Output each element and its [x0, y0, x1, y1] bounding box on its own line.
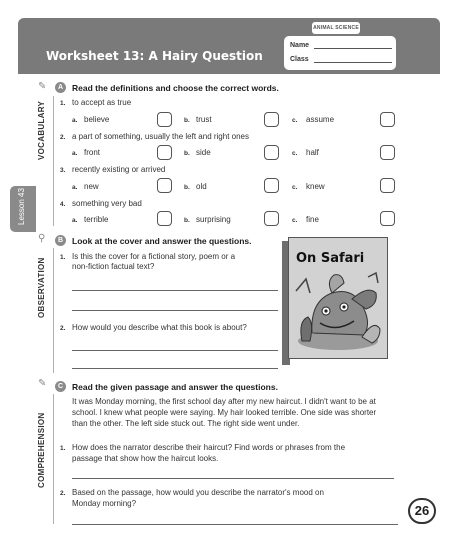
obs-q2-number: 2. [60, 325, 66, 332]
q1-number: 1. [60, 100, 66, 107]
q3-option-a: new [84, 182, 99, 191]
comp-q1-line2: passage that show how the haircut looks. [72, 454, 219, 463]
q3-option-a-checkbox[interactable] [157, 178, 172, 193]
obs-q2-answer-line-1[interactable] [72, 350, 278, 351]
q1-option-a: believe [84, 115, 110, 124]
name-label: Name [290, 42, 310, 49]
q1-option-b-checkbox[interactable] [264, 112, 279, 127]
safari-animals-illustration [292, 271, 384, 353]
q1-option-c: assume [306, 115, 335, 124]
q1-option-a-checkbox[interactable] [157, 112, 172, 127]
comp-q2-answer-line[interactable] [72, 524, 398, 525]
comp-q2-line1: Based on the passage, how would you describe the narrator's mood on [72, 488, 324, 497]
pencil-icon: ✎ [38, 378, 47, 389]
book-title: On Safari [296, 251, 365, 266]
q1-option-a-letter: a. [72, 117, 78, 124]
obs-q2-text: How would you describe what this book is about? [72, 323, 247, 332]
comp-q1-line1: How does the narrator describe their haircut? Find words or phrases from the [72, 443, 346, 452]
q2-number: 2. [60, 134, 66, 141]
lesson-tab [10, 186, 36, 232]
q2-option-b-letter: b. [184, 150, 190, 157]
q4-option-b-checkbox[interactable] [264, 211, 279, 226]
q4-option-c-letter: c. [292, 217, 298, 224]
q3-option-c-checkbox[interactable] [380, 178, 395, 193]
comp-q1-answer-line[interactable] [72, 478, 394, 479]
q2-option-a: front [84, 148, 101, 157]
name-class-box [284, 36, 396, 70]
q2-option-c-letter: c. [292, 150, 298, 157]
class-label: Class [290, 56, 309, 63]
obs-q1-number: 1. [60, 254, 66, 261]
brand-logo: ANIMAL SCIENCE [312, 22, 360, 34]
q4-option-a-checkbox[interactable] [157, 211, 172, 226]
lesson-label: Lesson 43 [17, 188, 26, 225]
q1-option-c-letter: c. [292, 117, 298, 124]
q1-option-c-checkbox[interactable] [380, 112, 395, 127]
comprehension-label: COMPREHENSION [37, 412, 46, 488]
q4-option-b-letter: b. [184, 217, 190, 224]
q3-option-b-checkbox[interactable] [264, 178, 279, 193]
q2-option-c: half [306, 148, 319, 157]
obs-q1-line2: non-fiction factual text? [72, 262, 155, 271]
observation-label: OBSERVATION [37, 257, 46, 318]
q1-option-b: trust [196, 115, 212, 124]
q3-option-c: knew [306, 182, 325, 191]
q2-option-b-checkbox[interactable] [264, 145, 279, 160]
q2-option-c-checkbox[interactable] [380, 145, 395, 160]
q3-option-a-letter: a. [72, 184, 78, 191]
obs-q2-answer-line-2[interactable] [72, 368, 278, 369]
q3-option-c-letter: c. [292, 184, 298, 191]
q3-definition: recently existing or arrived [72, 165, 166, 174]
q4-option-a: terrible [84, 215, 109, 224]
section-a-divider [53, 96, 54, 226]
q3-option-b: old [196, 182, 207, 191]
q3-number: 3. [60, 167, 66, 174]
q4-option-c-checkbox[interactable] [380, 211, 395, 226]
q3-option-b-letter: b. [184, 184, 190, 191]
q4-definition: something very bad [72, 199, 142, 208]
q1-option-b-letter: b. [184, 117, 190, 124]
q4-option-c: fine [306, 215, 319, 224]
section-a-badge: A [55, 82, 66, 93]
q2-option-a-checkbox[interactable] [157, 145, 172, 160]
q4-number: 4. [60, 201, 66, 208]
comp-q1-number: 1. [60, 445, 66, 452]
q4-option-a-letter: a. [72, 217, 78, 224]
q2-option-b: side [196, 148, 211, 157]
class-field[interactable] [314, 62, 392, 63]
pencil-icon: ✎ [38, 81, 47, 92]
q4-option-b: surprising [196, 215, 231, 224]
page-number: 26 [408, 498, 436, 524]
obs-q1-answer-line-2[interactable] [72, 310, 278, 311]
section-c-instruction: Read the given passage and answer the questions. [72, 382, 278, 392]
section-c-divider [53, 394, 54, 524]
section-b-badge: B [55, 235, 66, 246]
book-cover-image [282, 237, 390, 365]
comp-q2-line2: Monday morning? [72, 499, 137, 508]
reading-passage: It was Monday morning, the first school day after my new haircut. I didn't want to be at school. I knew what people were saying. My hair looked terrible. One side was shorter than the other. The left side stuck out. The right side went under. [72, 397, 377, 428]
obs-q1-answer-line-1[interactable] [72, 290, 278, 291]
section-b-divider [53, 248, 54, 373]
q1-definition: to accept as true [72, 98, 132, 107]
name-field[interactable] [314, 48, 392, 49]
q2-option-a-letter: a. [72, 150, 78, 157]
magnifier-icon: ⚲ [38, 233, 46, 244]
section-c-badge: C [55, 381, 66, 392]
q2-definition: a part of something, usually the left and right ones [72, 132, 249, 141]
vocabulary-label: VOCABULARY [37, 100, 46, 160]
obs-q1-line1: Is this the cover for a fictional story, poem or a [72, 252, 236, 261]
section-a-instruction: Read the definitions and choose the correct words. [72, 83, 279, 93]
section-b-instruction: Look at the cover and answer the questions. [72, 236, 252, 246]
worksheet-title: Worksheet 13: A Hairy Question [46, 49, 263, 63]
comp-q2-number: 2. [60, 490, 66, 497]
